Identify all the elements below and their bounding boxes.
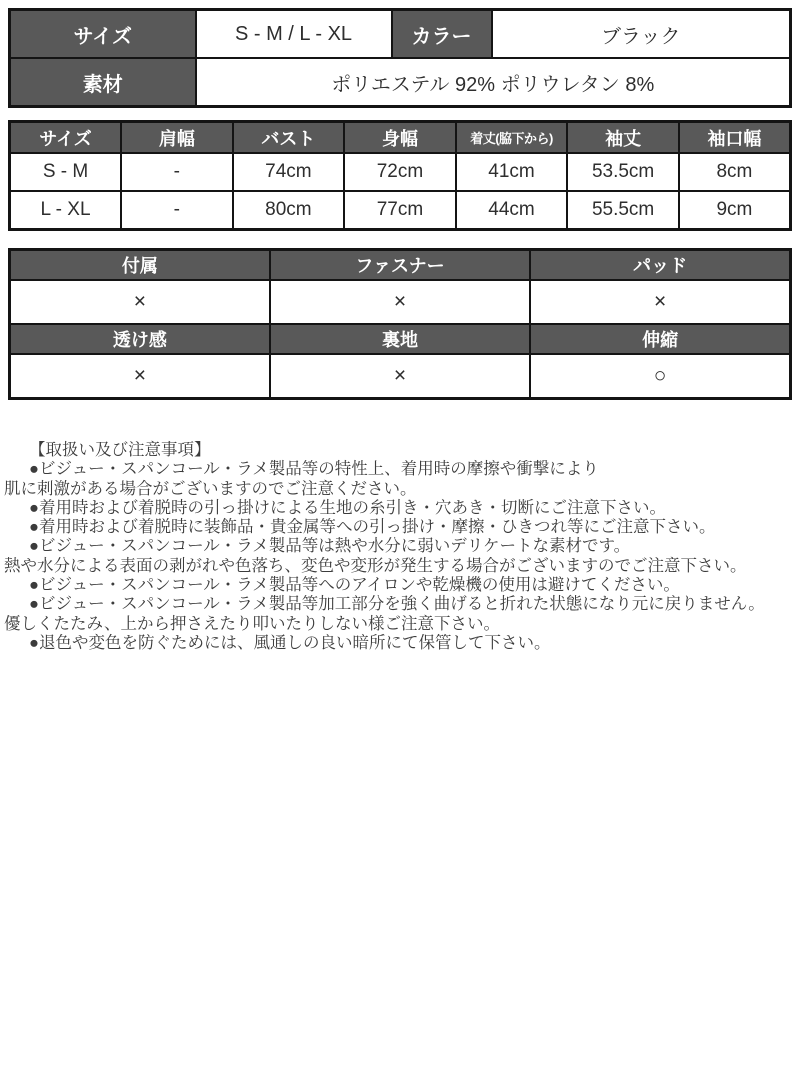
- column-header: 伸縮: [530, 324, 790, 354]
- table-cell: 9cm: [679, 191, 791, 230]
- material-header-cell: 素材: [10, 58, 196, 107]
- column-header: ファスナー: [270, 250, 530, 281]
- column-header: サイズ: [10, 122, 122, 154]
- spec-row-size-color: [10, 10, 791, 59]
- column-header: パッド: [530, 250, 790, 281]
- feature-mark-cell: ×: [270, 354, 530, 399]
- features-value-row-1: [10, 280, 791, 324]
- features-table: [8, 248, 792, 400]
- size-chart-header-row: [10, 122, 791, 154]
- table-cell: -: [121, 153, 233, 191]
- column-header: 身幅: [344, 122, 456, 154]
- column-header: 付属: [10, 250, 270, 281]
- table-cell: 80cm: [233, 191, 345, 230]
- size-chart-table: [8, 120, 792, 231]
- care-notes: [4, 441, 796, 653]
- care-notes-title: 【取扱い及び注意事項】: [29, 441, 211, 459]
- size-chart-row-sm: [10, 153, 791, 191]
- color-value-cell: ブラック: [492, 10, 791, 59]
- feature-mark-cell: ×: [530, 280, 790, 324]
- care-note-line: 優しくたたみ、上から押さえたり叩いたりしない様ご注意下さい。: [4, 614, 500, 633]
- care-note-line: ●ビジュー・スパンコール・ラメ製品等は熱や水分に弱いデリケートな素材です。: [29, 537, 631, 556]
- feature-mark-cell: ○: [530, 354, 790, 399]
- table-cell: 44cm: [456, 191, 568, 230]
- care-note-line: 熱や水分による表面の剥がれや色落ち、変色や変形が発生する場合がございますのでご注意下さい。: [4, 556, 747, 575]
- feature-mark-cell: ×: [10, 354, 270, 399]
- size-header-cell: サイズ: [10, 10, 196, 59]
- table-cell: 8cm: [679, 153, 791, 191]
- column-header: 肩幅: [121, 122, 233, 154]
- features-header-row-1: [10, 250, 791, 281]
- care-note-line: ●着用時および着脱時の引っ掛けによる生地の糸引き・穴あき・切断にご注意下さい。: [29, 498, 666, 517]
- table-cell: 77cm: [344, 191, 456, 230]
- care-note-line: ●ビジュー・スパンコール・ラメ製品等加工部分を強く曲げると折れた状態になり元に戻りません。: [29, 595, 765, 614]
- size-chart-row-lxl: [10, 191, 791, 230]
- care-note-line: ●ビジュー・スパンコール・ラメ製品等へのアイロンや乾燥機の使用は避けてください。: [29, 576, 680, 595]
- feature-mark-cell: ×: [10, 280, 270, 324]
- column-header: 袖口幅: [679, 122, 791, 154]
- table-cell: 72cm: [344, 153, 456, 191]
- features-header-row-2: [10, 324, 791, 354]
- table-cell: 55.5cm: [567, 191, 679, 230]
- column-header: 透け感: [10, 324, 270, 354]
- feature-mark-cell: ×: [270, 280, 530, 324]
- spec-table: [8, 8, 792, 108]
- features-value-row-2: [10, 354, 791, 399]
- table-cell: 74cm: [233, 153, 345, 191]
- table-cell: S - M: [10, 153, 122, 191]
- table-cell: 41cm: [456, 153, 568, 191]
- color-header-cell: カラー: [392, 10, 492, 59]
- column-header: 着丈(脇下から): [456, 122, 568, 154]
- care-note-line: 肌に刺激がある場合がございますのでご注意ください。: [4, 479, 417, 498]
- column-header: 袖丈: [567, 122, 679, 154]
- material-value-cell: ポリエステル 92% ポリウレタン 8%: [196, 58, 791, 107]
- size-value-cell: S - M / L - XL: [196, 10, 392, 59]
- column-header: バスト: [233, 122, 345, 154]
- column-header: 裏地: [270, 324, 530, 354]
- table-cell: L - XL: [10, 191, 122, 230]
- table-cell: 53.5cm: [567, 153, 679, 191]
- spec-row-material: [10, 58, 791, 107]
- table-cell: -: [121, 191, 233, 230]
- care-note-line: ●ビジュー・スパンコール・ラメ製品等の特性上、着用時の摩擦や衝撃により: [29, 460, 599, 479]
- care-note-line: ●退色や変色を防ぐためには、風通しの良い暗所にて保管して下さい。: [29, 633, 551, 652]
- care-note-line: ●着用時および着脱時に装飾品・貴金属等への引っ掛け・摩擦・ひきつれ等にご注意下さい。: [29, 518, 716, 537]
